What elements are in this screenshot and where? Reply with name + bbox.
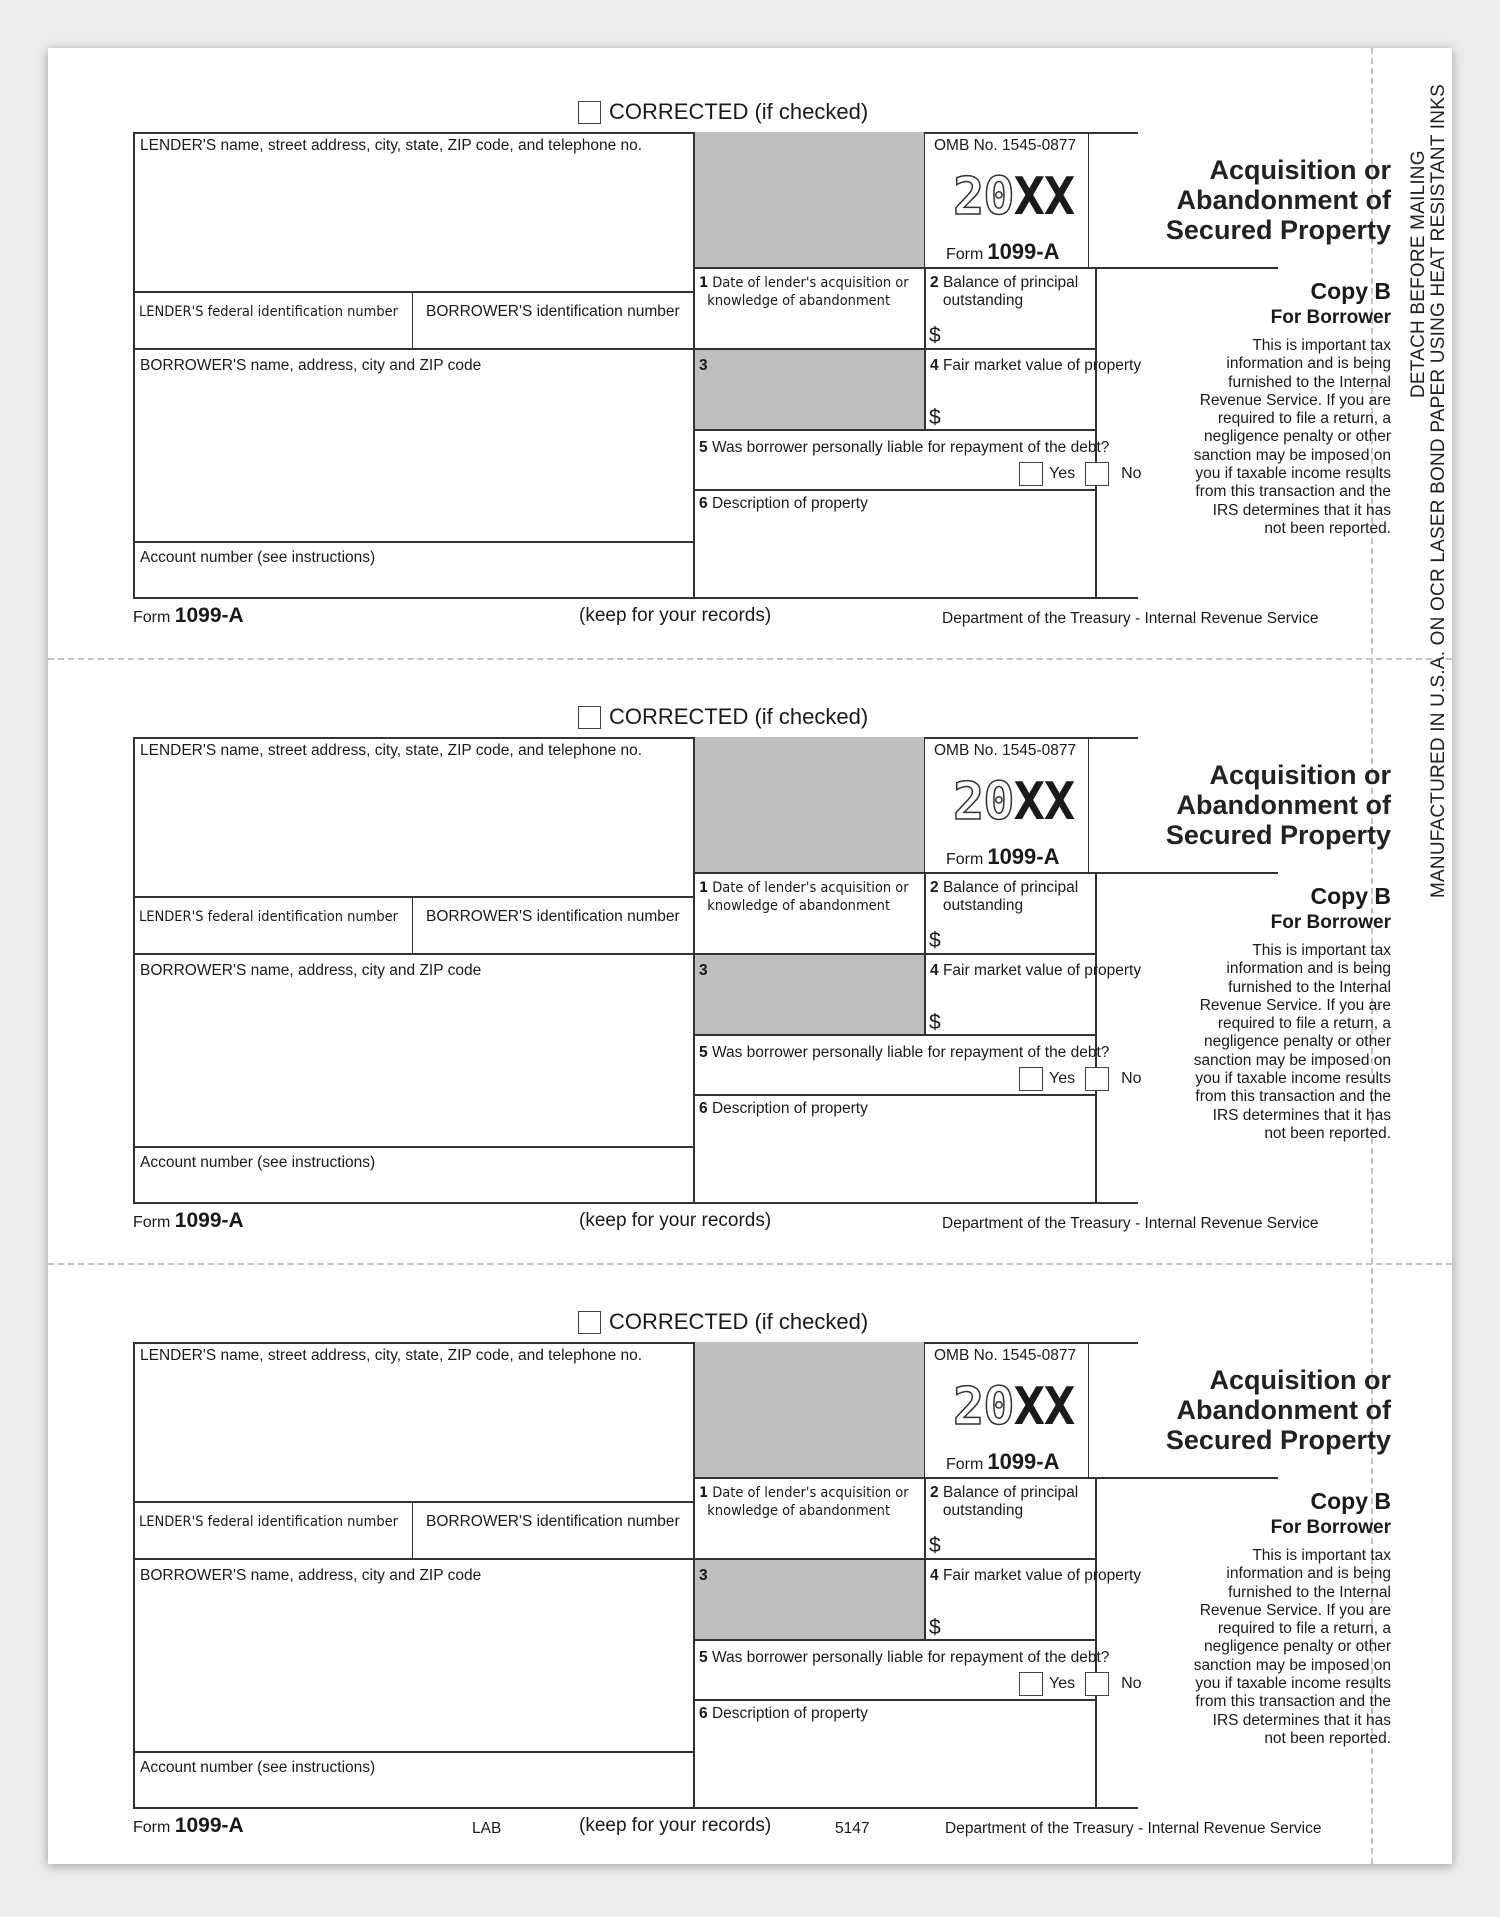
box2-balance-principal[interactable]: 2 Balance of principal outstanding [930, 879, 1079, 914]
divider [412, 1501, 413, 1560]
divider [133, 291, 694, 293]
sidebar-border [1095, 1477, 1097, 1809]
form-title: Acquisition or Abandonment of Secured Property [1165, 760, 1391, 850]
tax-notice: This is important tax information and is being furnished to the Internal Revenue Service. If you are required to file a return, a negligence penalty or other sanction may be imposed on you if taxable income results from this transaction and the IRS determines that it has not been reported. [1193, 942, 1391, 1142]
for-borrower-label: For Borrower [1270, 307, 1391, 328]
copy-b-label: Copy B [1310, 883, 1391, 909]
divider [693, 1342, 695, 1809]
checkbox-icon[interactable] [578, 706, 601, 729]
dollar-sign: $ [929, 406, 941, 429]
lender-federal-id-field[interactable]: LENDER'S federal identification number [139, 909, 399, 925]
borrower-name-field[interactable]: BORROWER'S name, address, city and ZIP code [140, 1567, 482, 1584]
lender-federal-id-field[interactable]: LENDER'S federal identification number [139, 1514, 399, 1530]
account-number-field[interactable]: Account number (see instructions) [140, 1154, 376, 1171]
copy-b-label: Copy B [1310, 278, 1391, 304]
divider [924, 1477, 926, 1640]
borrower-id-field[interactable]: BORROWER'S identification number [426, 908, 680, 925]
department-footer: Department of the Treasury - Internal Revenue Service [942, 1215, 1319, 1232]
keep-records-note: (keep for your records) [579, 1210, 772, 1231]
box3-label[interactable]: 3 [699, 357, 708, 374]
yes-label: Yes [1049, 1675, 1076, 1692]
dollar-sign: $ [929, 1534, 941, 1557]
form-number: Form 1099-A [946, 844, 1060, 869]
detach-notice: DETACH BEFORE MAILING [1408, 150, 1429, 398]
divider [133, 1501, 694, 1503]
omb-number: OMB No. 1545-0877 [934, 742, 1077, 759]
form-copy [48, 653, 1452, 1258]
department-footer: Department of the Treasury - Internal Revenue Service [945, 1820, 1322, 1837]
divider [693, 872, 1097, 874]
checkbox-icon[interactable] [578, 1311, 601, 1334]
divider [693, 1477, 1097, 1479]
dollar-sign: $ [929, 1011, 941, 1034]
corrected-label: CORRECTED (if checked) [609, 704, 869, 729]
divider [924, 1342, 925, 1479]
box3-label[interactable]: 3 [699, 962, 708, 979]
box1-date-acquisition[interactable]: 1 Date of lender's acquisition or knowledge of abandonment [699, 880, 909, 914]
for-borrower-label: For Borrower [1270, 1517, 1391, 1538]
no-checkbox[interactable] [1085, 462, 1109, 486]
yes-label: Yes [1049, 465, 1076, 482]
dollar-sign: $ [929, 929, 941, 952]
divider [924, 1342, 1088, 1344]
dollar-sign: $ [929, 324, 941, 347]
divider [693, 429, 1097, 431]
yes-no-options [1019, 1067, 1142, 1091]
corrected-checkbox[interactable] [578, 1309, 868, 1335]
keep-records-note: (keep for your records) [579, 1815, 772, 1836]
no-label: No [1121, 1070, 1142, 1087]
divider [133, 1751, 694, 1753]
divider [133, 1558, 1097, 1560]
form-sheet [48, 48, 1452, 1864]
form-copy [48, 48, 1452, 653]
divider [133, 953, 1097, 955]
account-number-field[interactable]: Account number (see instructions) [140, 549, 376, 566]
yes-checkbox[interactable] [1019, 1067, 1043, 1091]
form-number: Form 1099-A [946, 1449, 1060, 1474]
copy-b-label: Copy B [1310, 1488, 1391, 1514]
sidebar-top-border [1095, 872, 1278, 874]
corrected-checkbox[interactable] [578, 99, 868, 125]
shaded-area [694, 1342, 924, 1479]
shaded-area [694, 737, 924, 874]
tax-year: 20XX [953, 772, 1075, 832]
dollar-sign: $ [929, 1616, 941, 1639]
corrected-label: CORRECTED (if checked) [609, 1309, 869, 1334]
form-title: Acquisition or Abandonment of Secured Property [1165, 155, 1391, 245]
box3-label[interactable]: 3 [699, 1567, 708, 1584]
divider [693, 267, 1097, 269]
sidebar-top-border [1095, 267, 1278, 269]
yes-checkbox[interactable] [1019, 462, 1043, 486]
form-copy [48, 1258, 1452, 1863]
borrower-id-field[interactable]: BORROWER'S identification number [426, 303, 680, 320]
divider [693, 1094, 1097, 1096]
divider [1088, 1342, 1089, 1479]
corrected-label: CORRECTED (if checked) [609, 99, 869, 124]
footer-form-number: Form 1099-A [133, 1209, 244, 1232]
divider [133, 541, 694, 543]
form-number: Form 1099-A [946, 239, 1060, 264]
lab-code: LAB [472, 1820, 502, 1837]
manufactured-notice: MANUFACTURED IN U.S.A. ON OCR LASER BOND PAPER USING HEAT RESISTANT INKS [1428, 84, 1449, 898]
footer-form-number: Form 1099-A [133, 604, 244, 627]
sidebar-border [1095, 872, 1097, 1204]
box4-fair-market-value[interactable]: 4 Fair market value of property [930, 1567, 1142, 1584]
yes-no-options [1019, 462, 1142, 486]
box2-balance-principal[interactable]: 2 Balance of principal outstanding [930, 274, 1079, 309]
omb-number: OMB No. 1545-0877 [934, 1347, 1077, 1364]
box6-description[interactable]: 6 Description of property [699, 1705, 868, 1722]
footer-form-number: Form 1099-A [133, 1814, 244, 1837]
box1-date-acquisition[interactable]: 1 Date of lender's acquisition or knowledge of abandonment [699, 275, 909, 309]
no-label: No [1121, 1675, 1142, 1692]
shaded-area [694, 954, 924, 1035]
divider [1088, 737, 1089, 874]
shaded-area [694, 349, 924, 430]
lender-name-field[interactable]: LENDER'S name, street address, city, state, ZIP code, and telephone no. [140, 1347, 643, 1364]
tax-year: 20XX [953, 1377, 1075, 1437]
borrower-id-field[interactable]: BORROWER'S identification number [426, 1513, 680, 1530]
account-number-field[interactable]: Account number (see instructions) [140, 1759, 376, 1776]
tax-notice: This is important tax information and is being furnished to the Internal Revenue Service. If you are required to file a return, a negligence penalty or other sanction may be imposed on you if taxable income results from this transaction and the IRS determines that it has not been reported. [1193, 1547, 1391, 1747]
divider [924, 872, 926, 1035]
no-checkbox[interactable] [1085, 1067, 1109, 1091]
yes-label: Yes [1049, 1070, 1076, 1087]
divider [924, 132, 925, 269]
divider [133, 896, 694, 898]
form-title: Acquisition or Abandonment of Secured Property [1165, 1365, 1391, 1455]
sidebar-border [1095, 267, 1097, 599]
product-number: 5147 [835, 1820, 870, 1837]
divider [693, 1639, 1097, 1641]
for-borrower-label: For Borrower [1270, 912, 1391, 933]
divider [1088, 132, 1089, 269]
divider [133, 348, 1097, 350]
lender-name-field[interactable]: LENDER'S name, street address, city, state, ZIP code, and telephone no. [140, 137, 643, 154]
tax-notice: This is important tax information and is being furnished to the Internal Revenue Service. If you are required to file a return, a negligence penalty or other sanction may be imposed on you if taxable income results from this transaction and the IRS determines that it has not been reported. [1193, 337, 1391, 537]
divider [412, 291, 413, 350]
lender-name-field[interactable]: LENDER'S name, street address, city, state, ZIP code, and telephone no. [140, 742, 643, 759]
box5-personal-liability: 5 Was borrower personally liable for repayment of the debt? [699, 439, 1110, 456]
department-footer: Department of the Treasury - Internal Revenue Service [942, 610, 1319, 627]
box5-personal-liability: 5 Was borrower personally liable for repayment of the debt? [699, 1649, 1110, 1666]
borrower-name-field[interactable]: BORROWER'S name, address, city and ZIP code [140, 357, 482, 374]
tax-year: 20XX [953, 167, 1075, 227]
sidebar-top-border [1095, 1477, 1278, 1479]
no-label: No [1121, 465, 1142, 482]
divider [924, 737, 1088, 739]
box4-fair-market-value[interactable]: 4 Fair market value of property [930, 962, 1142, 979]
divider [693, 132, 695, 599]
no-checkbox[interactable] [1085, 1672, 1109, 1696]
divider [693, 737, 695, 1204]
divider [924, 267, 926, 430]
corrected-checkbox[interactable] [578, 704, 868, 730]
lender-federal-id-field[interactable]: LENDER'S federal identification number [139, 304, 399, 320]
shaded-area [694, 1559, 924, 1640]
divider [693, 489, 1097, 491]
checkbox-icon[interactable] [578, 101, 601, 124]
divider [693, 1034, 1097, 1036]
yes-checkbox[interactable] [1019, 1672, 1043, 1696]
omb-number: OMB No. 1545-0877 [934, 137, 1077, 154]
box1-date-acquisition[interactable]: 1 Date of lender's acquisition or knowledge of abandonment [699, 1485, 909, 1519]
borrower-name-field[interactable]: BORROWER'S name, address, city and ZIP code [140, 962, 482, 979]
divider [412, 896, 413, 955]
divider [924, 737, 925, 874]
box2-balance-principal[interactable]: 2 Balance of principal outstanding [930, 1484, 1079, 1519]
box4-fair-market-value[interactable]: 4 Fair market value of property [930, 357, 1142, 374]
divider [693, 1699, 1097, 1701]
divider [924, 132, 1088, 134]
box6-description[interactable]: 6 Description of property [699, 495, 868, 512]
divider [133, 1146, 694, 1148]
yes-no-options [1019, 1672, 1142, 1696]
box5-personal-liability: 5 Was borrower personally liable for repayment of the debt? [699, 1044, 1110, 1061]
shaded-area [694, 132, 924, 269]
box6-description[interactable]: 6 Description of property [699, 1100, 868, 1117]
keep-records-note: (keep for your records) [579, 605, 772, 626]
